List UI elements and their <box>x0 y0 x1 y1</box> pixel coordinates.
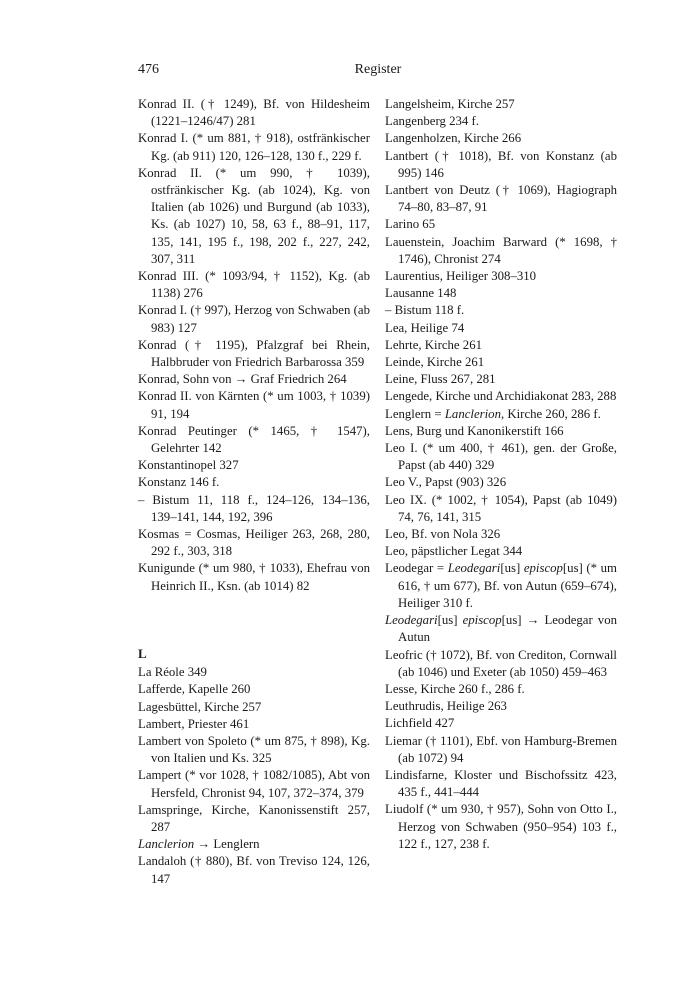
index-entry: Lafferde, Kapelle 260 <box>138 682 251 697</box>
index-entry: Lagesbüttel, Kirche 257 <box>138 699 262 714</box>
index-entry: Leinde, Kirche 261 <box>385 355 485 370</box>
entry-text: , Kirche 260, 286 f. <box>500 406 601 421</box>
index-entry: Langenholzen, Kirche 266 <box>385 131 522 146</box>
index-entry: Konstanz 146 f. <box>138 475 220 490</box>
index-entry: Lampert (* vor 1028, † 1082/1085), Abt von Hersfeld, Chronist 94, 107, 372–374, 379 <box>138 768 370 800</box>
index-entry: Konrad II. (* um 990, † 1039), ostfränkischer Kg. (ab 1024), Kg. von Italien (ab 1026) und Burgund (ab 1033), Ks. (ab 1027) 10, 58, 63 f., 88–91, 117, 135, 141, 195 f., 198, 202 f., 227, 242, 307, 311 <box>138 165 370 266</box>
italic-name: episcop <box>523 561 563 576</box>
index-entry: Lantbert († 1018), Bf. von Konstanz (ab 995) 146 <box>385 148 617 180</box>
index-entry: Lamspringe, Kirche, Kanonissenstift 257, 287 <box>138 802 370 834</box>
index-entry-lanclerion <box>138 836 370 853</box>
entry-text: [us] (* um 616, † um 677), Bf. von Autun (659–674), Heiliger 310 f. <box>398 561 618 610</box>
index-entry: Lea, Heilige 74 <box>385 320 465 335</box>
index-entry: Konrad II. von Kärnten (* um 1003, † 1039) 91, 194 <box>138 389 370 421</box>
index-entry-leodegar <box>385 560 617 612</box>
entry-text: Lenglern = <box>385 406 445 421</box>
running-head: Register <box>354 62 402 77</box>
index-entry: Lantbert von Deutz († 1069), Hagiograph 74–80, 83–87, 91 <box>385 183 617 215</box>
index-entry: Leo I. (* um 400, † 461), gen. der Große, Papst (ab 440) 329 <box>385 441 617 473</box>
index-entry: Konrad II. († 1249), Bf. von Hildesheim (1221–1246/47) 281 <box>138 97 370 129</box>
page-number: 476 <box>138 62 159 77</box>
entry-text: [us] <box>437 613 463 628</box>
entry-text: → Lenglern <box>194 837 260 852</box>
index-entry: La Réole 349 <box>138 665 207 680</box>
index-entry: Lesse, Kirche 260 f., 286 f. <box>385 681 525 696</box>
index-entry-leodegarius <box>385 612 617 646</box>
index-entry: Lens, Burg und Kanonikerstift 166 <box>385 423 564 438</box>
index-entry: Leofric († 1072), Bf. von Crediton, Cornwall (ab 1046) und Exeter (ab 1050) 459–463 <box>385 647 617 679</box>
index-entry: Lehrte, Kirche 261 <box>385 337 483 352</box>
index-entry: Konrad I. († 997), Herzog von Schwaben (ab 983) 127 <box>138 303 370 335</box>
index-entry: Langelsheim, Kirche 257 <box>385 97 515 111</box>
index-entry: Liudolf (* um 930, † 957), Sohn von Otto I., Herzog von Schwaben (950–954) 103 f., 122 f., 127, 238 f. <box>385 802 617 851</box>
index-entry: Lichfield 427 <box>385 716 455 731</box>
index-entry: Lambert von Spoleto (* um 875, † 898), Kg. von Italien und Ks. 325 <box>138 733 370 766</box>
italic-name: Lanclerion <box>138 837 195 852</box>
index-entry: Laurentius, Heiliger 308–310 <box>385 269 537 284</box>
index-entry: Leo, päpstlicher Legat 344 <box>385 544 523 559</box>
index-entry: Kosmas = Cosmas, Heiliger 263, 268, 280, 292 f., 303, 318 <box>138 527 370 559</box>
index-entry: Lauenstein, Joachim Barward (* 1698, † 1746), Chronist 274 <box>385 234 617 266</box>
italic-name: Lanclerion <box>444 406 501 421</box>
entry-text: [us] <box>500 561 524 576</box>
italic-name: Leodegari <box>447 561 501 576</box>
index-entry: Landaloh († 880), Bf. von Treviso 124, 126, 147 <box>138 854 370 886</box>
index-entry: Liemar († 1101), Ebf. von Hamburg-Bremen (ab 1072) 94 <box>385 733 617 765</box>
index-entry-lenglern <box>385 406 617 423</box>
index-entry: Langenberg 234 f. <box>385 114 479 129</box>
right-column <box>385 96 617 853</box>
index-entry: Lausanne 148 <box>385 286 457 301</box>
left-column <box>138 96 370 888</box>
index-entry: Konrad III. (* 1093/94, † 1152), Kg. (ab 1138) 276 <box>138 269 370 301</box>
index-entry: Konrad I. (* um 881, † 918), ostfränkischer Kg. (ab 911) 120, 126–128, 130 f., 229 f. <box>138 131 370 163</box>
italic-name: episcop <box>462 613 502 628</box>
index-subentry: – Bistum 11, 118 f., 124–126, 134–136, 139–141, 144, 192, 396 <box>138 492 370 524</box>
index-entry: Leo, Bf. von Nola 326 <box>385 527 501 542</box>
index-entry: Konrad Peutinger (* 1465, † 1547), Gelehrter 142 <box>138 423 370 456</box>
index-entry: Larino 65 <box>385 217 436 232</box>
index-entry: Leine, Fluss 267, 281 <box>385 372 496 387</box>
index-entry: Kunigunde (* um 980, † 1033), Ehefrau von Heinrich II., Ksn. (ab 1014) 82 <box>138 561 370 593</box>
index-entry: Lambert, Priester 461 <box>138 716 250 731</box>
index-entry: Konrad, Sohn von → Graf Friedrich 264 <box>138 372 347 387</box>
section-letter-heading: L <box>138 645 147 661</box>
index-entry: Lengede, Kirche und Archidiakonat 283, 288 <box>385 389 617 404</box>
italic-name: Leodegari <box>385 613 438 628</box>
index-entry: Leo IX. (* 1002, † 1054), Papst (ab 1049) 74, 76, 141, 315 <box>385 492 617 524</box>
page-header <box>138 62 618 80</box>
index-entry: Konstantinopel 327 <box>138 458 239 473</box>
index-subentry: – Bistum 118 f. <box>385 303 465 318</box>
index-entry: Leuthrudis, Heilige 263 <box>385 699 507 714</box>
index-entry: Lindisfarne, Kloster und Bischofssitz 423, 435 f., 441–444 <box>385 767 617 800</box>
index-entry: Konrad († 1195), Pfalzgraf bei Rhein, Halbbruder von Friedrich Barbarossa 359 <box>138 337 370 370</box>
index-entry: Leo V., Papst (903) 326 <box>385 475 507 490</box>
entry-text: Leodegar = <box>385 561 448 576</box>
entry-text: [us] → Leodegar von Autun <box>398 613 617 645</box>
